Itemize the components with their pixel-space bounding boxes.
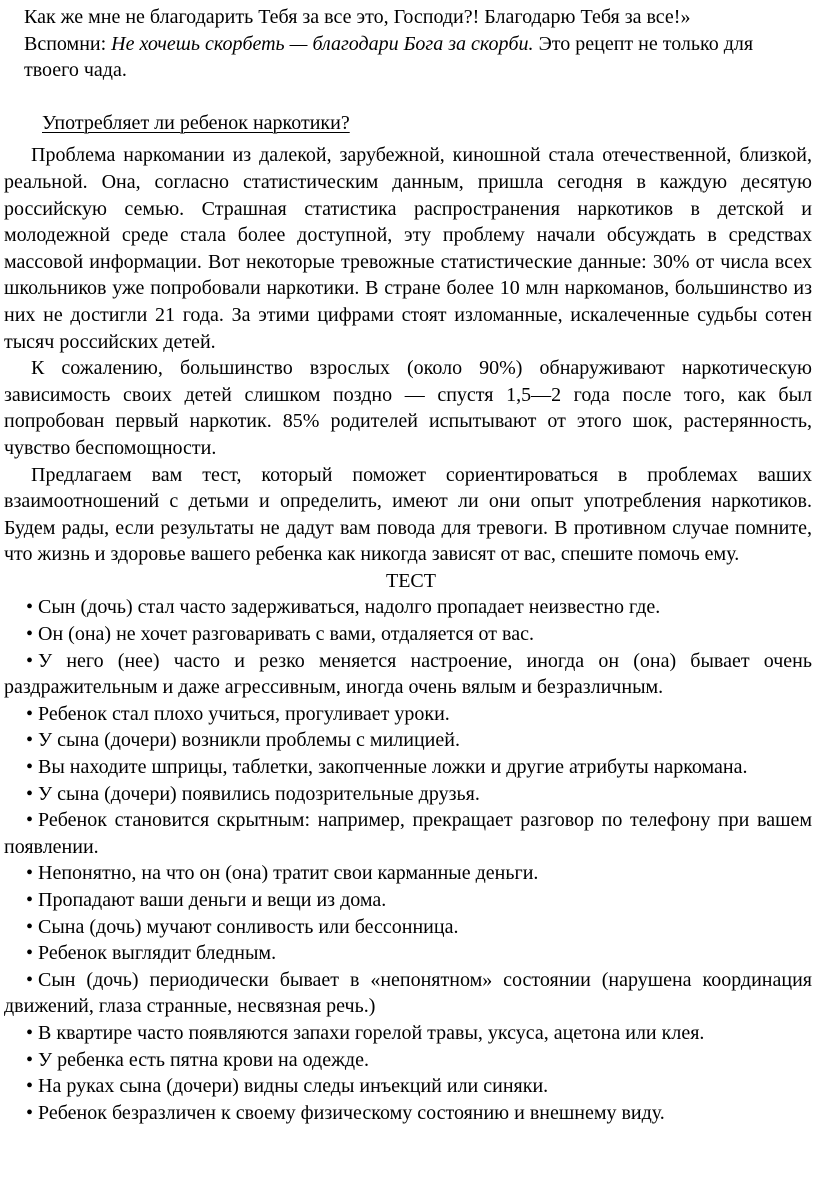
test-item	[4, 1020, 812, 1047]
bullet-icon: •	[26, 862, 34, 885]
test-item-text: Ребенок становится скрытным: например, прекращает разговор по телефону при вашем появлении.	[4, 809, 812, 858]
bullet-icon: •	[26, 649, 34, 672]
intro-recipe	[24, 31, 806, 84]
bullet-icon: •	[26, 915, 34, 938]
test-item	[4, 754, 812, 781]
paragraph: Предлагаем вам тест, который поможет сориентироваться в проблемах ваших взаимоотношений с детьми и определить, имеют ли они опыт употребления наркотиков. Будем рады, если результаты не дадут вам повода для тревоги. В противном случае помните, что жизнь и здоровье вашего ребенка как никогда зависят от вас, спешите помочь ему.	[4, 463, 812, 566]
test-item	[4, 781, 812, 808]
intro-suffix: Это рецепт не только для твоего чада.	[24, 32, 754, 82]
test-item-text: Сына (дочь) мучают сонливость или бессонница.	[38, 915, 459, 938]
test-item-text: Ребенок выглядит бледным.	[38, 942, 277, 965]
test-item	[4, 594, 812, 621]
section-heading: Употребляет ли ребенок наркотики?	[42, 111, 350, 134]
test-item-text: У сына (дочери) возникли проблемы с милицией.	[38, 729, 460, 752]
test-item-text: Сын (дочь) периодически бывает в «непонятном» состоянии (нарушена координация движений, глаза странные, несвязная речь.)	[4, 968, 812, 1018]
test-item	[4, 648, 812, 701]
test-item-text: У ребенка есть пятна крови на одежде.	[38, 1048, 369, 1071]
test-item-text: У сына (дочери) появились подозрительные друзья.	[38, 782, 480, 805]
intro-line: Как же мне не благодарить Тебя за все это, Господи?! Благодарю Тебя за все!»	[24, 6, 691, 28]
test-item-text: Сын (дочь) стал часто задерживаться, надолго пропадает неизвестно где.	[38, 596, 661, 619]
test-item	[4, 727, 812, 754]
bullet-icon: •	[26, 1021, 34, 1044]
bullet-icon: •	[26, 809, 34, 832]
test-item-text: Ребенок стал плохо учиться, прогуливает уроки.	[38, 702, 450, 725]
intro-prefix: Вспомни:	[24, 32, 112, 55]
test-item	[4, 701, 812, 728]
test-item	[4, 807, 812, 860]
bullet-icon: •	[26, 942, 34, 965]
test-item	[4, 914, 812, 941]
test-item-text: У него (нее) часто и резко меняется настроение, иногда он (она) бывает очень раздражительным и даже агрессивным, иногда очень вялым и безразличным.	[4, 649, 812, 699]
test-item	[4, 1073, 812, 1100]
paragraph: Проблема наркомании из далекой, зарубежной, киношной стала отечественной, близкой, реальной. Она, согласно статистическим данным, пришла сегодня в каждую десятую российскую семью. Страшная статистика распространения наркотиков в детской и молодежной среде стала более доступной, эту проблему начали обсуждать в средствах массовой информации. Вот некоторые тревожные статистические данные: 30% от числа всех школьников уже попробовали наркотики. В стране более 10 млн наркоманов, большинство из них не достигли 21 года. За этими цифрами стоят изломанные, искалеченные судьбы сотен тысяч российских детей.	[4, 144, 812, 353]
bullet-icon: •	[26, 596, 34, 619]
test-title: ТЕСТ	[386, 569, 436, 592]
bullet-icon: •	[26, 702, 34, 725]
test-item	[4, 621, 812, 648]
test-item-text: Непонятно, на что он (она) тратит свои карманные деньги.	[38, 862, 539, 885]
bullet-icon: •	[26, 968, 34, 991]
bullet-icon: •	[26, 1101, 34, 1124]
test-item-text: Вы находите шприцы, таблетки, закопченные ложки и другие атрибуты наркомана.	[38, 756, 748, 779]
test-item	[4, 940, 812, 967]
bullet-icon: •	[26, 756, 34, 779]
paragraph: К сожалению, большинство взрослых (около 90%) обнаруживают наркотическую зависимость своих детей слишком поздно — спустя 1,5—2 года после того, как был попробован первый наркотик. 85% родителей испытывают от этого шок, растерянность, чувство беспомощности.	[4, 357, 812, 459]
bullet-icon: •	[26, 729, 34, 752]
test-item	[4, 967, 812, 1020]
test-item-text: Ребенок безразличен к своему физическому состоянию и внешнему виду.	[38, 1101, 665, 1124]
bullet-icon: •	[26, 1048, 34, 1071]
bullet-icon: •	[26, 623, 34, 646]
test-item-text: На руках сына (дочери) видны следы инъекций или синяки.	[38, 1075, 549, 1098]
test-item	[4, 887, 812, 914]
intro-italic-quote: Не хочешь скорбеть — благодари Бога за скорби.	[111, 32, 534, 55]
test-item-text: Пропадают ваши деньги и вещи из дома.	[38, 889, 387, 911]
bullet-icon: •	[26, 889, 34, 911]
bullet-icon: •	[26, 1075, 34, 1098]
intro-block	[4, 4, 812, 84]
test-item	[4, 860, 812, 887]
bullet-icon: •	[26, 782, 34, 805]
test-item	[4, 1047, 812, 1074]
test-item-text: В квартире часто появляются запахи горелой травы, уксуса, ацетона или клея.	[38, 1021, 705, 1044]
test-item-text: Он (она) не хочет разговаривать с вами, отдаляется от вас.	[38, 623, 534, 646]
test-item	[4, 1100, 812, 1127]
